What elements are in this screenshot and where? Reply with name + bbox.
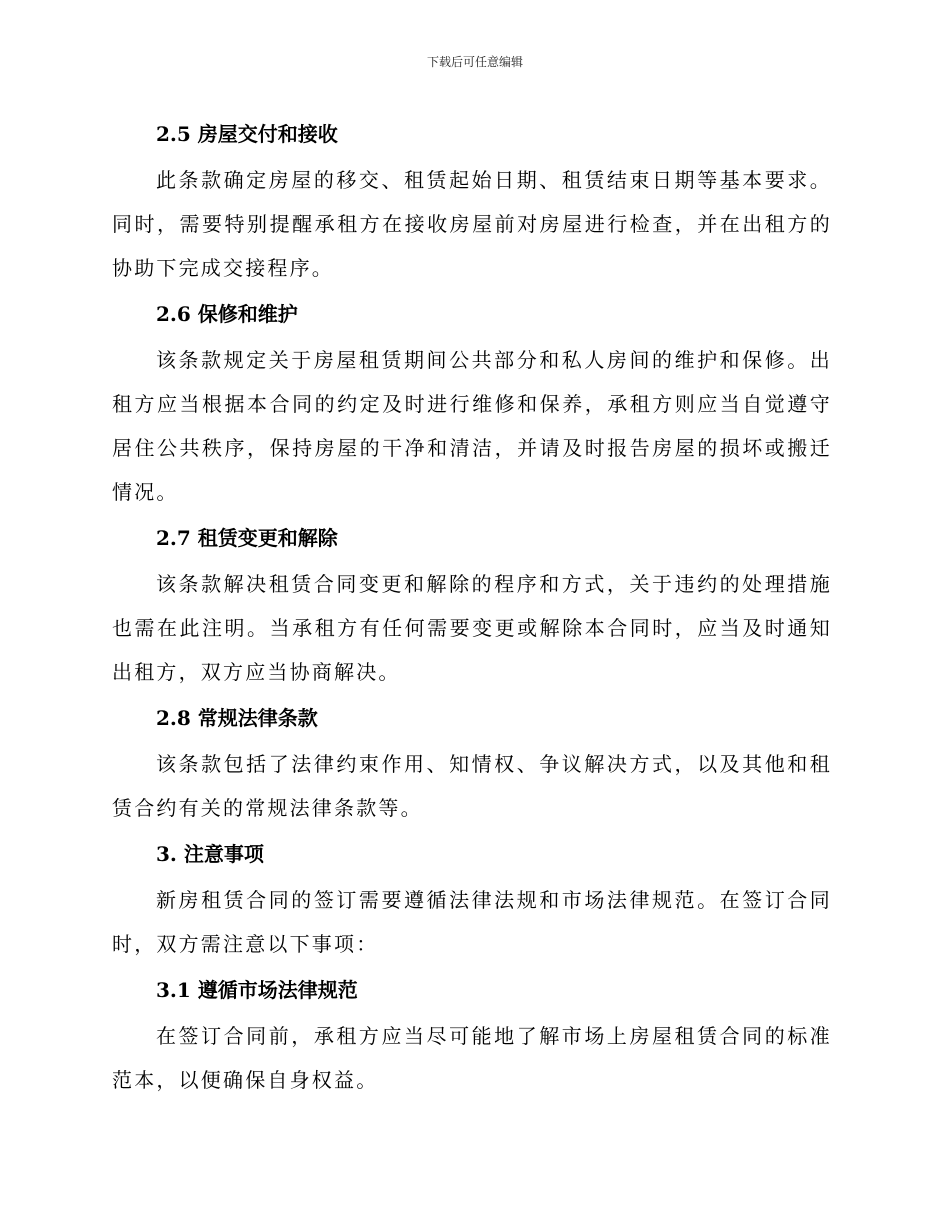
section-heading-3-1: 3.1 遵循市场法律规范 [156, 978, 358, 1002]
section-paragraph-3-1: 在签订合同前，承租方应当尽可能地了解市场上房屋租赁合同的标准范本，以便确保自身权益。 [112, 1024, 832, 1092]
section-heading-2-8: 2.8 常规法律条款 [156, 706, 318, 730]
section-paragraph-2-5: 此条款确定房屋的移交、租赁起始日期、租赁结束日期等基本要求。同时，需要特别提醒承租方在接收房屋前对房屋进行检查，并在出租方的协助下完成交接程序。 [112, 168, 832, 280]
section-paragraph-2-6: 该条款规定关于房屋租赁期间公共部分和私人房间的维护和保修。出租方应当根据本合同的约定及时进行维修和保养，承租方则应当自觉遵守居住公共秩序，保持房屋的干净和清洁，并请及时报告房屋的损坏或搬迁情况。 [112, 348, 832, 504]
document-body [112, 112, 832, 1104]
section-heading-2-7: 2.7 租赁变更和解除 [156, 526, 338, 550]
section-paragraph-3: 新房租赁合同的签订需要遵循法律法规和市场法律规范。在签订合同时，双方需注意以下事项： [112, 888, 832, 956]
page-header: 下载后可任意编辑 [426, 55, 523, 69]
section-heading-2-5: 2.5 房屋交付和接收 [156, 122, 338, 146]
section-heading-2-6: 2.6 保修和维护 [156, 302, 298, 326]
section-paragraph-2-8: 该条款包括了法律约束作用、知情权、争议解决方式，以及其他和租赁合约有关的常规法律条款等。 [112, 752, 832, 820]
section-heading-3: 3. 注意事项 [156, 842, 264, 866]
section-paragraph-2-7: 该条款解决租赁合同变更和解除的程序和方式，关于违约的处理措施也需在此注明。当承租方有任何需要变更或解除本合同时，应当及时通知出租方，双方应当协商解决。 [112, 572, 832, 684]
